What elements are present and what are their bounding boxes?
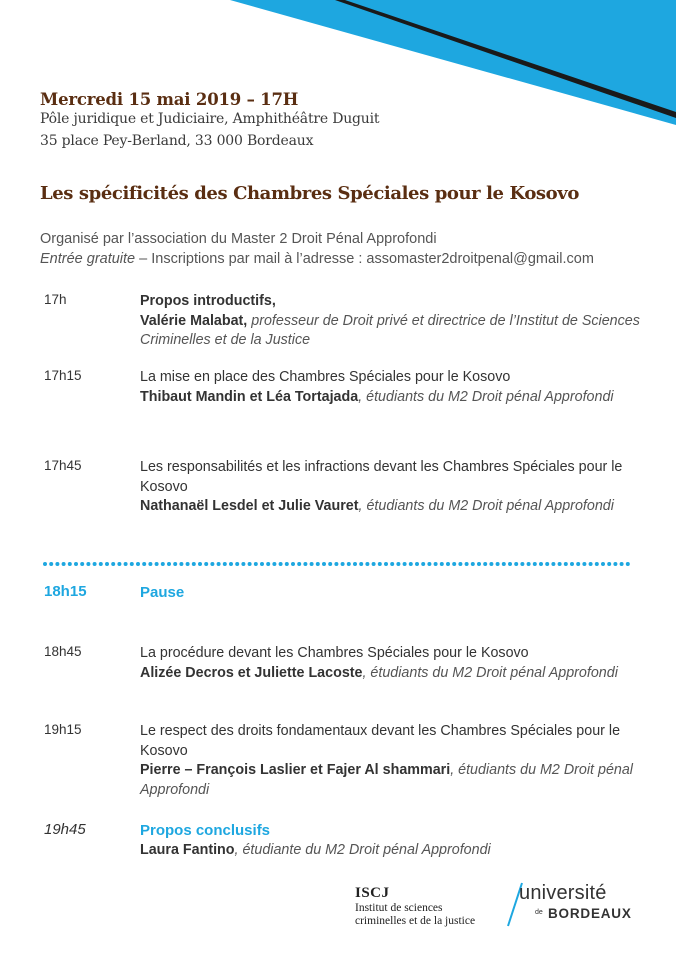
ub-de-text: de <box>535 909 543 916</box>
program-speaker: Laura Fantino <box>140 841 235 858</box>
organizer-info <box>40 229 594 269</box>
dotted-divider <box>42 561 634 567</box>
iscj-name-line2: criminelles et de la justice <box>355 915 476 927</box>
page-title: Les spécificités des Chambres Spéciales pour le Kosovo <box>40 183 579 204</box>
program-time: 18h45 <box>44 644 82 659</box>
organizer-line: Organisé par l’association du Master 2 Droit Pénal Approfondi <box>40 231 437 247</box>
entry-details: – Inscriptions par mail à l’adresse : assomaster2droitpenal@gmail.com <box>135 251 594 267</box>
program-role: professeur de Droit privé et directrice de l’Institut de Sciences Criminelles et de la Justice <box>140 312 640 348</box>
entry-line <box>40 249 594 269</box>
program-time: 18h15 <box>44 583 87 600</box>
event-header <box>40 90 379 149</box>
program-speaker: Nathanaël Lesdel et Julie Vauret <box>140 498 359 514</box>
program-topic: Propos conclusifs <box>140 822 271 839</box>
program-speaker: Thibaut Mandin et Léa Tortajada <box>140 388 359 405</box>
program-topic: Propos introductifs, <box>140 293 276 309</box>
program-topic: Le respect des droits fondamentaux devant les Chambres Spéciales pour le Kosovo <box>140 723 621 759</box>
entry-label: Entrée gratuite <box>40 251 136 267</box>
event-venue: Pôle juridique et Judiciaire, Amphithéâtre Duguit <box>40 111 380 127</box>
iscj-name-line1: Institut de sciences <box>355 902 443 914</box>
iscj-acronym: ISCJ <box>355 885 390 901</box>
program-role: , étudiants du M2 Droit pénal Approfondi <box>358 388 614 405</box>
program-speaker: Pierre – François Laslier et Fajer Al shammari <box>140 762 451 778</box>
program-time: 17h <box>44 292 67 307</box>
program-speaker: Valérie Malabat, <box>140 312 248 329</box>
program-topic: Pause <box>140 584 185 601</box>
program-time: 17h45 <box>44 458 82 473</box>
program-role: , étudiante du M2 Droit pénal Approfondi <box>234 841 491 858</box>
program-role: , étudiants du M2 Droit pénal Approfondi <box>140 762 633 798</box>
program-time: 19h45 <box>44 821 86 838</box>
universite-bordeaux-logo <box>505 880 645 930</box>
program-time: 17h15 <box>44 368 82 383</box>
program-role: , étudiants du M2 Droit pénal Approfondi <box>362 664 618 681</box>
program-topic: La mise en place des Chambres Spéciales pour le Kosovo <box>140 369 511 385</box>
iscj-logo <box>355 885 475 928</box>
ub-bordeaux-text: BORDEAUX <box>548 906 632 921</box>
program-role: , étudiants du M2 Droit pénal Approfondi <box>358 498 614 514</box>
program-topic: La procédure devant les Chambres Spéciales pour le Kosovo <box>140 645 529 661</box>
ub-universite-text: université <box>519 882 607 904</box>
program-topic: Les responsabilités et les infractions devant les Chambres Spéciales pour le Kosovo <box>140 459 623 495</box>
event-address: 35 place Pey-Berland, 33 000 Bordeaux <box>40 133 314 149</box>
program-time: 19h15 <box>44 722 82 737</box>
program-speaker: Alizée Decros et Juliette Lacoste <box>140 664 363 681</box>
event-date: Mercredi 15 mai 2019 – 17H <box>40 90 299 109</box>
